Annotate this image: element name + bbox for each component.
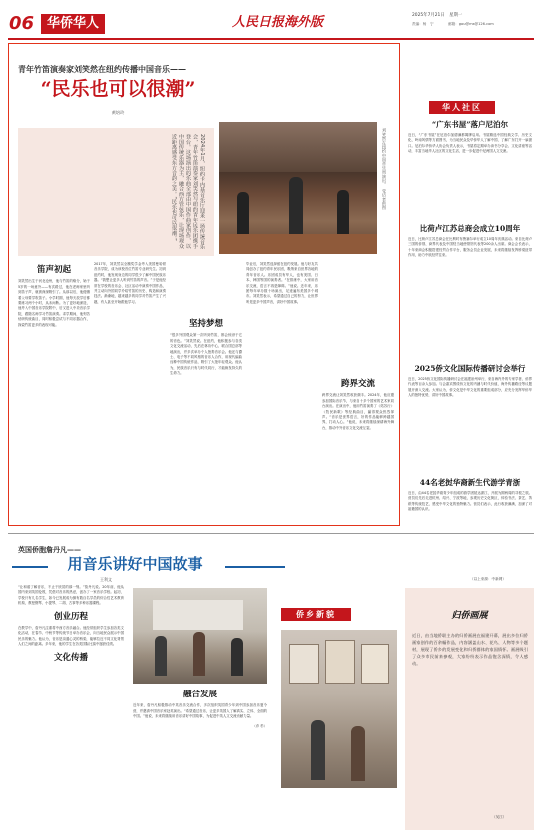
feature-col-5-text: 跨界交流让刘笑然收获颇丰。2024年，他应邀参加国际音乐节，与来自十多个国家的艺术家同台演出。在演出中，他用竹笛演奏了《姑苏行》《牧民新歌》等经典曲目，赢得观众热烈掌声。“音乐是世界语言，好的作品能够跨越国界，打动人心。”他说，未来将继续深耕海外舞台，推动中外音乐文化交流互鉴。 xyxy=(322,393,394,430)
news-title-3: 2025侨文化国际传播研讨会举行 xyxy=(414,364,526,373)
column-body: 近日，由当地侨联主办的归侨画展在福建开幕，展出多位归侨画家创作的百余幅作品，内容涵盖山水、花鸟、人物等多个题材，展现了侨乡的发展变化和归侨群体的家国情怀。画展吸引了众多市民前来参观，大家纷纷表示作品饱含深情，令人感动。 xyxy=(412,633,528,666)
exhibition-photo xyxy=(281,630,397,788)
feature-col-2: 2017年，刘笑然以全额奖学金考入美国曼哈顿音乐学院，成为该校首位竹笛专业研究生。初到纽约时，他发现身边的同学很少了解中国民族乐器。“我想让更多人听到竹笛的声音。”于是他经常在学校的音乐会、社区活动中演奏中国作品，并主动向外国同学介绍竹笛的历史、构造和演奏技法。渐渐地，越来越多的同学对竹笛产生了兴趣，有人甚至开始跟他学习。 xyxy=(94,262,166,304)
bottom-col-1-more: 在教学中，詹丹凡注重将中西方音乐融合。他经常组织学生参加各类文化活动，在春节、中秋节等传统节日举办音乐会，向当地民众展示中国民乐的魅力。他认为，音乐是沟通心灵的桥梁，能够拉近不同文化背景人们之间的距离。多年来，他的学生在各类国际比赛中屡获佳绩。 xyxy=(18,626,124,647)
news-body-4: 近日，由44名老挝华裔青少年组成的游学团抵达浙江，开展为期两周的寻根之旅。营员们先后走进杭州、绍兴、宁波等地，参观历史文化街区，体验书法、茶艺、剪纸等传统技艺，感受中华文化的独特魅力。营员们表示，此行收获满满，加深了对祖籍国的认识。 xyxy=(408,491,532,512)
subhead-start: 创业历程 xyxy=(53,611,88,622)
person-2 xyxy=(193,632,205,676)
bottom-col-1 xyxy=(18,585,124,830)
subhead-crossover: 跨界交流 xyxy=(340,379,375,389)
music-class-photo xyxy=(133,588,267,684)
section-name: 华侨华人 xyxy=(46,16,99,31)
feature-author: 黄培玲 xyxy=(111,110,125,115)
column-source: （吴江） xyxy=(492,815,507,819)
issue-date: 2025年7月21日 星期一 xyxy=(412,13,463,18)
bottom-title-rule xyxy=(12,566,48,568)
news-title-2: 比荷卢江苏总商会成立10周年 xyxy=(419,224,521,233)
painting-1 xyxy=(289,644,319,684)
subhead-fusion: 融合发展 xyxy=(182,690,217,699)
bottom-col-2-text: 近年来，詹丹凡积极推动中英音乐交流合作，多次组织英国青少年到中国参加音乐夏令营，并邀请中国音乐家赴英演出。“希望通过音乐，让更多英国人了解真实、立体、全面的中国。”他说，未来将继续用音乐讲好中国故事，为促进中英人文交流贡献力量。 xyxy=(133,703,267,719)
feature-subtitle: 青年竹笛演奏家刘笑然在纽约传播中国音乐—— xyxy=(18,64,186,74)
feature-col-4: 毕业后，刘笑然选择留在纽约发展。他与好友共同创办了纽约青年民乐团，吸纳来自世界各地的青年音乐人。乐团成员有华人，也有美国、日本、韩国等国的演奏者。“在排练中，大家用音乐交流，语言不再是障碍。”他说。近年来，乐团每年举办数十场演出，足迹遍布美国多个城市。刘笑然表示，希望通过自己的努力，让世界听见更多中国声音，讲好中国故事。 xyxy=(246,262,318,304)
feature-title: “民乐也可以很潮” xyxy=(40,78,196,100)
stage-wall xyxy=(219,122,377,172)
news-title-4: 44名老挝华裔新生代游学青浙 xyxy=(419,478,521,487)
news-body-2: 近日，比荷卢江苏总商会在比利时布鲁塞尔举行成立10周年庆典活动。来自比荷卢三国的侨领、商界代表及中国驻当地使领馆代表等200余人出席。商会会长表示，十年来商会积极搭建经贸合作平台，服务会员企业发展，未来将继续发挥桥梁纽带作用，助力中欧经贸往来。 xyxy=(408,237,532,258)
musician-right xyxy=(337,190,349,238)
page-number: 06 xyxy=(9,13,35,34)
painting-3 xyxy=(361,644,389,684)
visitor-2 xyxy=(351,726,365,781)
lower-rule xyxy=(8,533,534,534)
feature-col-3 xyxy=(170,262,242,518)
bottom-subtitle: 英国侨胞詹丹凡—— xyxy=(18,545,81,554)
subhead-dizi: 笛声初起 xyxy=(36,265,71,275)
bottom-col-1-text: “让和谐了解音乐，不止于欣赏的那一刻。”詹丹凡说。20年前，他从国内来到英国伦敦，凭借对音乐的热爱，创办了一家音乐学校。起初，学校只有几名学生，如今已发展成为拥有数百名学员的综合性艺术教育机构，教授钢琴、小提琴、二胡、古筝等多种乐器课程。 xyxy=(18,585,124,606)
news-title-1: “广东书屋”落户尼泊尔 xyxy=(431,120,509,129)
feature-col-5 xyxy=(322,262,394,518)
news-source: （以上来源：中新网） xyxy=(470,577,506,581)
community-kicker: 华人社区 xyxy=(429,101,495,114)
editor-line: 责编：杨 宁 xyxy=(412,22,434,26)
news-body-3: 近日，2025侨文化国际传播研讨会在福建泉州举行，来自海内外的专家学者、侨界代表等百余人参加。与会嘉宾围绕侨文化的内涵与时代价值、海外传播路径等议题展开深入交流。大家认为，侨文化是中华文化的重要组成部分，应充分发挥华侨华人的独特优势，讲好中国故事。 xyxy=(408,377,532,398)
masthead-logo: 人民日报海外版 xyxy=(232,15,324,30)
feature-col-1 xyxy=(18,262,90,518)
subhead-persist: 坚持梦想 xyxy=(188,319,223,329)
painting-2 xyxy=(325,640,355,684)
hometown-kicker: 侨乡新貌 xyxy=(281,608,351,621)
bottom-col-2 xyxy=(133,690,267,830)
stage-floor xyxy=(219,234,377,254)
photo-caption: 刘笑然在纽约中国音乐周演出。 受访者供图 xyxy=(382,128,387,210)
feature-col-1-text: 刘笑然出生于河北沧州，他与竹笛的缘分，始于5岁的一场意外——有次路过，他在老师家里听到笛子声，就被深深吸引了。从那以后，他便缠着父母要学吹笛子。小学时期，他每天放学后都要练习两个小时，从未间断。为了更好地深造，他考入中国音乐学院附中，后又进入中央音乐学院，跟随名师学习竹笛演奏。求学期间，他刻苦钻研传统曲目，同时积极尝试与不同乐器合作，探索竹笛更多的表现可能。 xyxy=(18,279,90,327)
bottom-author: 王利文 xyxy=(100,577,112,582)
bottom-source: （乔 杉） xyxy=(252,723,267,728)
column-title: 归侨画展 xyxy=(451,611,488,621)
page-header xyxy=(0,0,542,40)
subhead-culture: 文化传播 xyxy=(53,652,88,663)
bottom-title-rule-right xyxy=(225,566,285,568)
header-rule xyxy=(8,38,534,40)
person-1 xyxy=(155,636,167,676)
editor-email: 邮箱：gou@ms@126.com xyxy=(448,22,494,26)
performer-figure xyxy=(289,177,303,237)
intro-text: 2024年1月，纽约卡内基音乐厅迎来一场传统音乐会，青年竹笛演奏家刘笑然与纽约青年民乐团携手登台。这场演出的乐曲全部由中国作曲家创作，以中国传统乐器为主，融合西方管弦乐，让现场观众近距离感受东方音韵之美。“民乐也可以很潮。” xyxy=(171,134,205,250)
bottom-title: 用音乐讲好中国故事 xyxy=(67,555,203,573)
feature-col-3-text: “很多外国观众第一次听到竹笛，都会惊讶于它的音色。”刘笑然说。在纽约，他积极参与各类文化交流活动，先后在林肯中心、联合国总部等地演出，并多次举办个人独奏音乐会。他还与爵士、电子等不同风格的音乐人合作，用现代编曲诠释中国传统作品，吸引了大批年轻观众。他认为，民族音乐只有与时代同行，才能焕发持久的生命力。 xyxy=(170,333,242,376)
wall-board xyxy=(153,600,243,630)
musician-left xyxy=(237,192,249,237)
visitor-1 xyxy=(311,720,325,780)
concert-photo xyxy=(219,122,377,254)
person-3 xyxy=(231,638,243,676)
news-body-1: 近日，“广东书屋”在尼泊尔加德满都揭牌启用。书屋精选中国经典文学、历史文化、岭南风情等方面图书，为当地民众及华侨华人了解中国、了解广东打开一扇窗口。尼泊尔华侨华人协会负责人表示，书屋将定期举办读书分享会、文化讲座等活动，丰富当地华人社区的文化生活，进一步促进中尼两国人文交流。 xyxy=(408,133,532,154)
